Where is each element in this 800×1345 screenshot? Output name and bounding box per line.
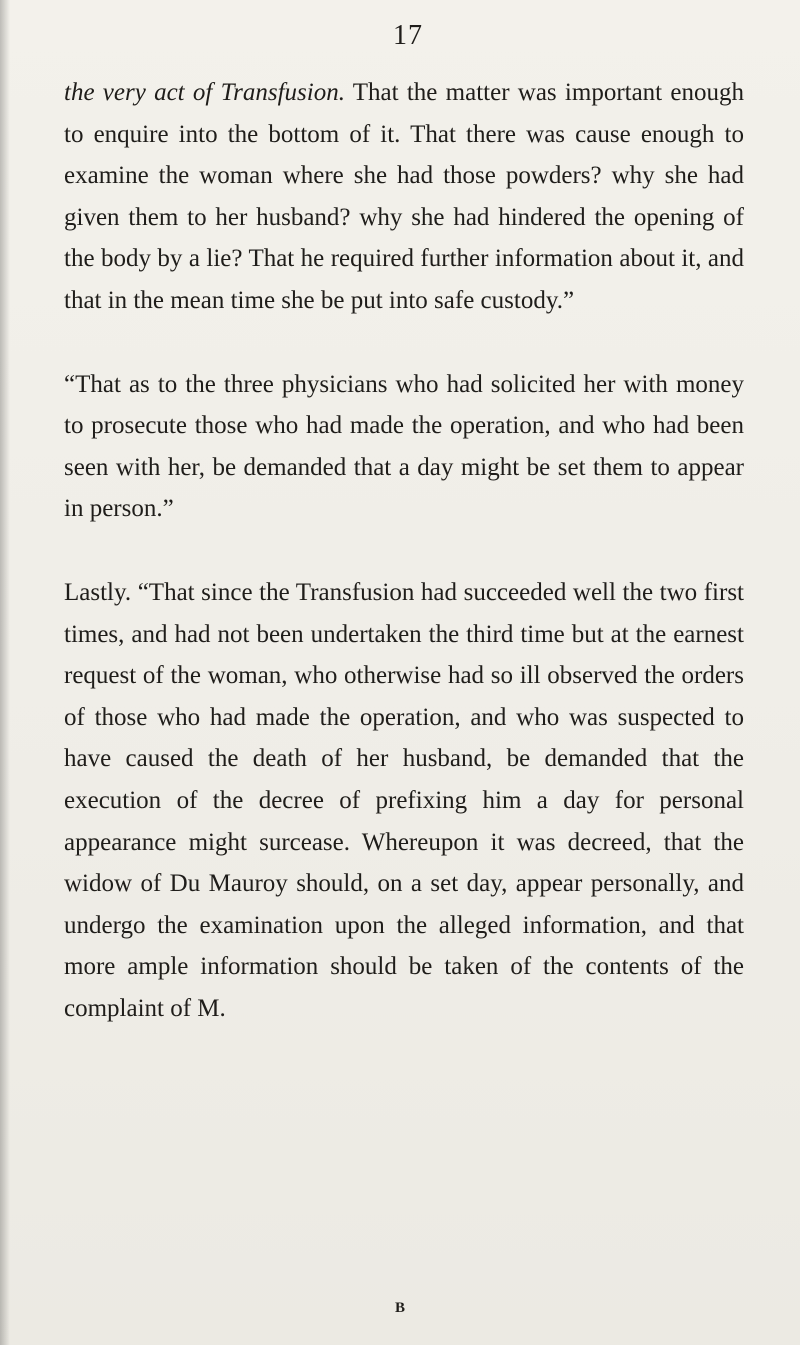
paragraph-3-text: Lastly. “That since the Transfusion had succeeded well the two first times, and had not been undertaken the third time but at the earnest request of the woman, who otherwise had so ill observed the orders of those who had made the operation, and who was suspected to have caused the death of her husband, be demanded that the execution of the decree of prefixing him a day for personal appearance might surcease. Whereupon it was decreed, that the widow of Du Mauroy should, on a set day, appear personally, and undergo the examination upon the alleged information, and that more ample information should be taken of the contents of the complaint of M. [64, 578, 744, 1022]
page-number: 17 [393, 20, 423, 51]
signature-mark: B [394, 1300, 405, 1316]
page-edge-shadow [0, 0, 10, 1345]
paragraph-1-text: That the matter was important enough to enquire into the bottom of it. That there was cause enough to examine the woman where she had those powders? why she had given them to her husband? why she had hindered the opening of the body by a lie? That he required further information about it, and that in the mean time she be put into safe custody.” [64, 79, 744, 314]
paragraph-2-text: “That as to the three physicians who had solicited her with money to prosecute those who had made the operation, and who had been seen with her, be demanded that a day might be set them to appear in person.” [64, 370, 744, 523]
paragraph-1-italic-lead: the very act of Transfusion. [64, 79, 345, 106]
body-text [64, 72, 744, 1029]
paragraph-1 [64, 72, 744, 322]
paragraph-3 [64, 572, 744, 1030]
paragraph-2 [64, 364, 744, 530]
